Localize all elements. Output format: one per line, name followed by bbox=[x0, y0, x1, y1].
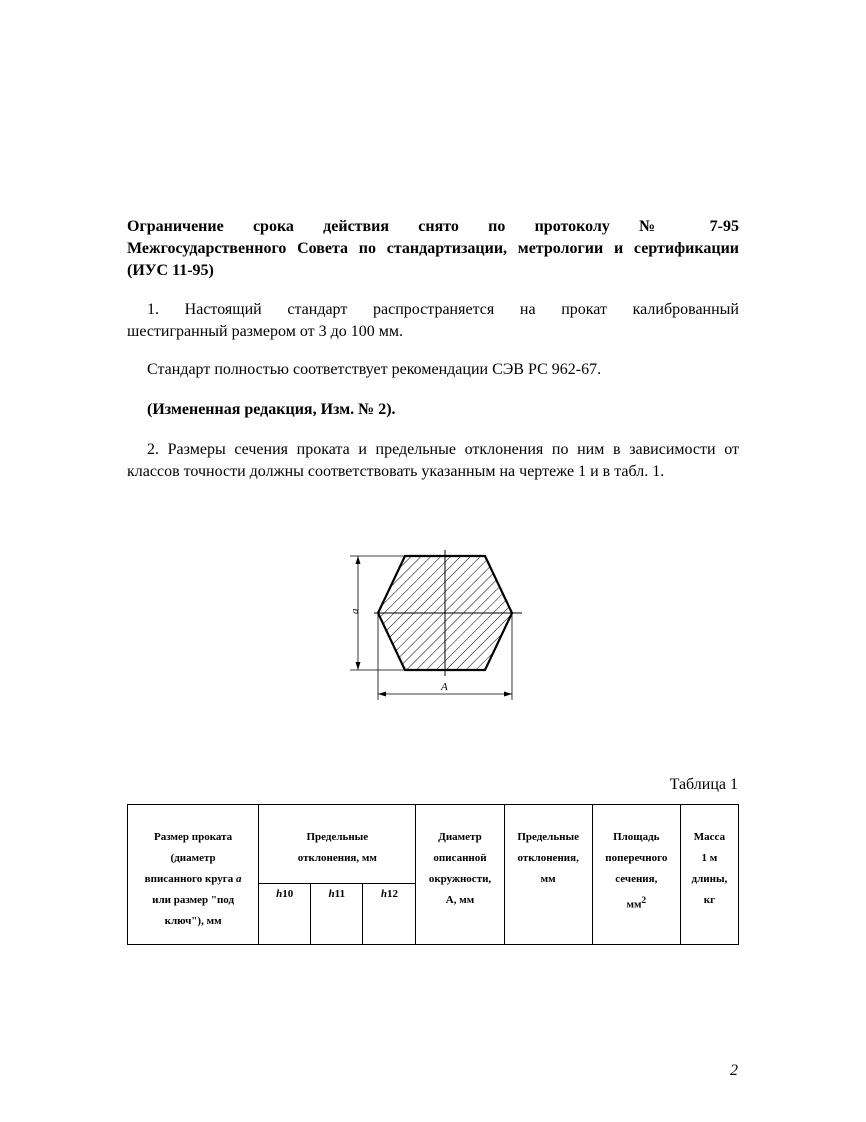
header-h10: h10 bbox=[259, 884, 311, 945]
header-limit-deviations: Предельные отклонения, мм bbox=[259, 805, 416, 884]
note-line-3: (ИУС 11-95) bbox=[127, 262, 214, 279]
header-circumscribed-diameter: Диаметр описанной окружности, A, мм bbox=[416, 805, 504, 945]
header-h11: h11 bbox=[311, 884, 363, 945]
para1-line-1: 1. Настоящий стандарт распространяется на прокат калиброванный bbox=[147, 301, 739, 318]
para4-line-2: классов точности должны соответствовать указанным на чертеже 1 и в табл. 1. bbox=[127, 463, 665, 480]
para2-text: Стандарт полностью соответствует рекомендации СЭВ РС 962-67. bbox=[147, 361, 602, 378]
header-mass-per-meter: Масса 1 м длины, кг bbox=[680, 805, 738, 945]
dimension-A-label: A bbox=[441, 681, 448, 693]
dimension-a-label: a bbox=[349, 608, 361, 614]
para4-line-1: 2. Размеры сечения проката и предельные отклонения по ним в зависимости от bbox=[147, 441, 739, 458]
hexagon-cross-section-drawing bbox=[340, 548, 530, 708]
paragraph-1 bbox=[127, 299, 739, 343]
para3-text: (Измененная редакция, Изм. № 2). bbox=[147, 401, 396, 418]
note-line-2: Межгосударственного Совета по стандартизации, метрологии и сертификации bbox=[127, 240, 739, 257]
paragraph-2 bbox=[127, 359, 739, 381]
header-cross-section-area: Площадь поперечного сечения, $мм^2$ bbox=[592, 805, 680, 945]
amendment-note bbox=[127, 216, 739, 282]
note-line-1: Ограничение срока действия снято по протоколу № 7-95 bbox=[127, 218, 739, 235]
page-number: 2 bbox=[730, 1062, 738, 1079]
paragraph-3-amendment bbox=[127, 399, 739, 421]
dimensions-table bbox=[127, 804, 739, 945]
header-h12: h12 bbox=[363, 884, 416, 945]
header-diameter-deviations: Предельные отклонения, мм bbox=[504, 805, 592, 945]
paragraph-4 bbox=[127, 439, 739, 483]
para1-line-2: шестигранный размером от 3 до 100 мм. bbox=[127, 323, 403, 340]
header-size: Размер проката (диаметр вписанного круга a или размер "под ключ"), мм bbox=[128, 805, 259, 945]
table-caption: Таблица 1 bbox=[669, 776, 738, 793]
